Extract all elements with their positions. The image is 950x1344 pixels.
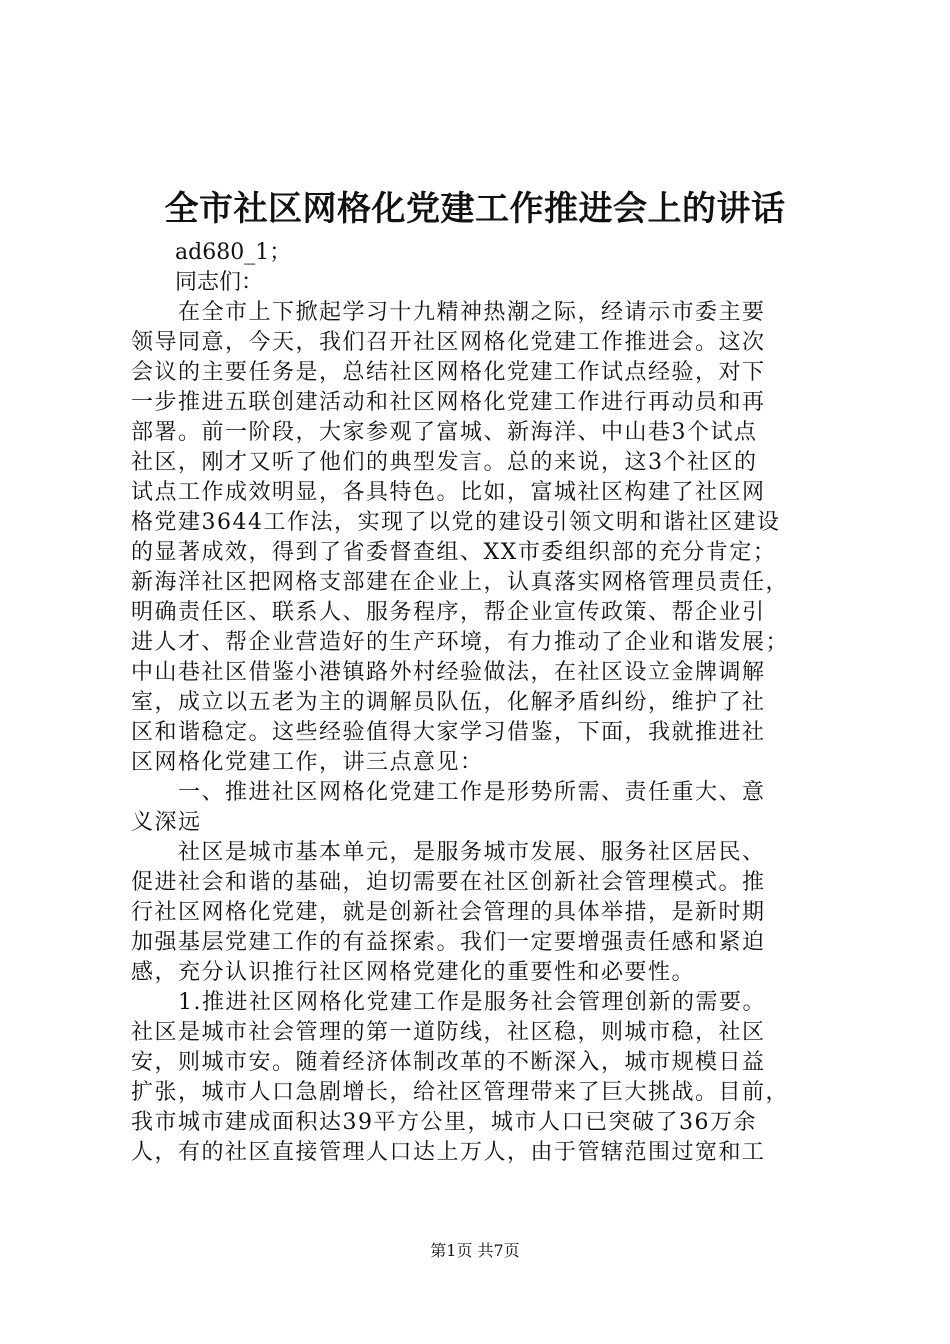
document-body — [131, 238, 831, 1168]
body-line: 1.推进社区网格化党建工作是服务社会管理创新的需要。 — [131, 990, 766, 1015]
body-line: 人，有的社区直接管理人口达上万人，由于管辖范围过宽和工 — [131, 1140, 766, 1165]
body-line: 一步推进五联创建活动和社区网格化党建工作进行再动员和再 — [131, 390, 766, 415]
body-line: 我市城市建成面积达39平方公里，城市人口已突破了36万余 — [131, 1110, 757, 1135]
body-line: 进人才、帮企业营造好的生产环境，有力推动了企业和谐发展； — [131, 630, 790, 655]
body-line: ad680_1； — [131, 240, 292, 265]
body-line: 室，成立以五老为主的调解员队伍，化解矛盾纠纷，维护了社 — [131, 690, 766, 715]
body-line: 社区是城市基本单元，是服务城市发展、服务社区居民、 — [131, 840, 766, 865]
body-line: 新海洋社区把网格支部建在企业上，认真落实网格管理员责任， — [131, 570, 790, 595]
body-line: 社区，刚才又听了他们的典型发言。总的来说，这3个社区的 — [131, 450, 758, 475]
document-title: 全市社区网格化党建工作推进会上的讲话 — [164, 189, 786, 229]
body-line: 义深远 — [131, 810, 202, 835]
body-line: 明确责任区、联系人、服务程序，帮企业宣传政策、帮企业引 — [131, 600, 766, 625]
body-line: 部署。前一阶段，大家参观了富城、新海洋、中山巷3个试点 — [131, 420, 758, 445]
body-line: 区网格化党建工作，讲三点意见： — [131, 750, 484, 775]
body-line: 安，则城市安。随着经济体制改革的不断深入，城市规模日益 — [131, 1050, 766, 1075]
body-line: 促进社会和谐的基础，迫切需要在社区创新社会管理模式。推 — [131, 870, 766, 895]
body-line: 中山巷社区借鉴小港镇路外村经验做法，在社区设立金牌调解 — [131, 660, 766, 685]
body-line: 区和谐稳定。这些经验值得大家学习借鉴，下面，我就推进社 — [131, 720, 766, 745]
body-line: 的显著成效，得到了省委督查组、XX市委组织部的充分肯定； — [131, 540, 777, 565]
body-line: 加强基层党建工作的有益探索。我们一定要增强责任感和紧迫 — [131, 930, 766, 955]
body-line: 行社区网格化党建，就是创新社会管理的具体举措，是新时期 — [131, 900, 766, 925]
body-line: 领导同意，今天，我们召开社区网格化党建工作推进会。这次 — [131, 330, 766, 355]
body-line: 格党建3644工作法，实现了以党的建设引领文明和谐社区建设 — [131, 510, 781, 535]
body-line: 扩张，城市人口急剧增长，给社区管理带来了巨大挑战。目前， — [131, 1080, 790, 1105]
body-line: 试点工作成效明显，各具特色。比如，富城社区构建了社区网 — [131, 480, 766, 505]
body-line: 会议的主要任务是，总结社区网格化党建工作试点经验，对下 — [131, 360, 766, 385]
body-line: 一、推进社区网格化党建工作是形势所需、责任重大、意 — [131, 780, 766, 805]
page-footer: 第1页 共7页 — [430, 1241, 520, 1260]
body-line: 在全市上下掀起学习十九精神热潮之际，经请示市委主要 — [131, 300, 766, 325]
body-line: 感，充分认识推行社区网格党建化的重要性和必要性。 — [131, 960, 696, 985]
body-line: 同志们： — [131, 270, 264, 295]
body-line: 社区是城市社会管理的第一道防线，社区稳，则城市稳，社区 — [131, 1020, 766, 1045]
